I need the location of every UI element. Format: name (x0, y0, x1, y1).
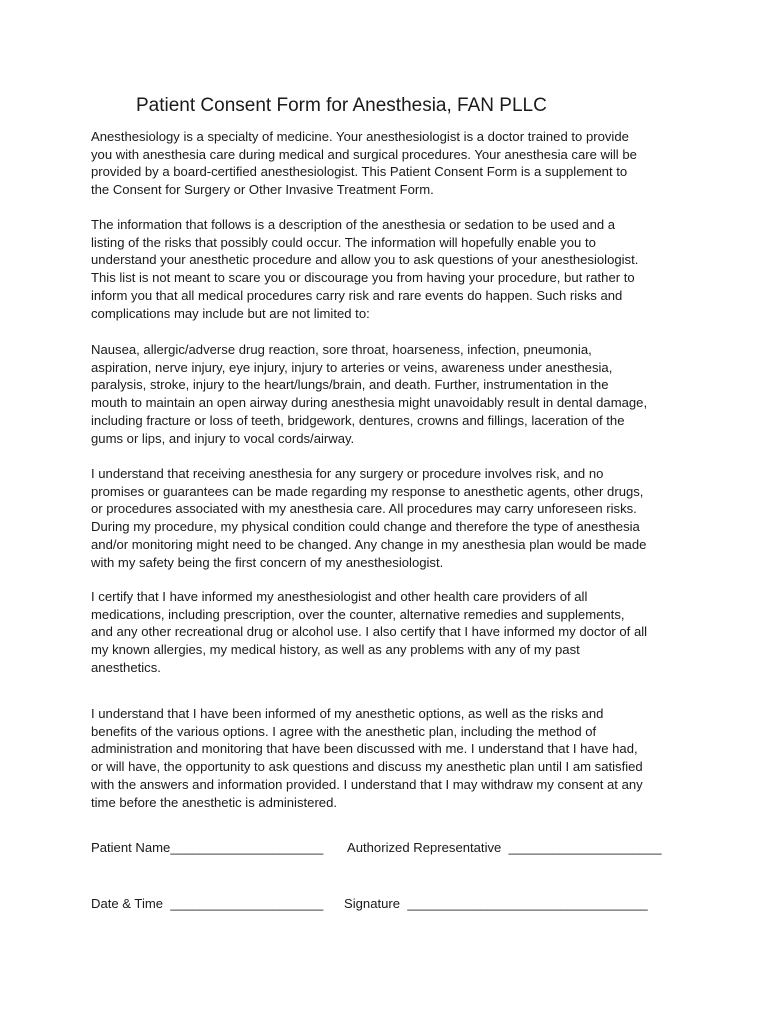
date-time-field[interactable]: Date & Time _____________________ (91, 896, 324, 911)
paragraph-risk-list: Nausea, allergic/adverse drug reaction, sore throat, hoarseness, infection, pneumonia, aspiration, nerve injury, eye injury, injury to arteries or veins, awareness under anesthesia, paralysis, stroke, injury to the heart/lungs/brain, and death. Further, instrumentation in the mouth to maintain an open airway during anesthesia might unavoidably result in dental damage, including fracture or loss of teeth, bridgework, dentures, crowns and fillings, laceration of the gums or lips, and injury to vocal cords/airway. (91, 342, 648, 446)
paragraph-introduction: Anesthesiology is a specialty of medicine. Your anesthesiologist is a doctor trained to provide you with anesthesia care during medical and surgical procedures. Your anesthesia care will be provided by a board-certified anesthesiologist. This Patient Consent Form is a supplement to the Consent for Surgery or Other Invasive Treatment Form. (91, 129, 637, 198)
patient-name-field[interactable]: Patient Name_____________________ (91, 840, 324, 855)
paragraph-consent: I understand that I have been informed of my anesthetic options, as well as the risks and benefits of the various options. I agree with the anesthetic plan, including the method of administration and monitoring that have been discussed with me. I understand that I have had, or will have, the opportunity to ask questions and discuss my anesthetic plan until I am satisfied with the answers and information provided. I understand that I may withdraw my consent at any time before the anesthetic is administered. (91, 706, 643, 810)
paragraph-certification: I certify that I have informed my anesthesiologist and other health care providers of all medications, including prescription, over the counter, alternative remedies and supplements, and any other recreational drug or alcohol use. I also certify that I have informed my doctor of all my known allergies, my medical history, as well as any problems with any of my past anesthetics. (91, 589, 648, 675)
paragraph-risk-description: The information that follows is a description of the anesthesia or sedation to be used and a listing of the risks that possibly could occur. The information will hopefully enable you to understand your anesthetic procedure and allow you to ask questions of your anesthesiologist. This list is not meant to scare you or discourage you from having your procedure, but rather to inform you that all medical procedures carry risk and rare events do happen. Such risks and complications may include but are not limited to: (91, 217, 639, 321)
document-title: Patient Consent Form for Anesthesia, FAN PLLC (136, 95, 547, 116)
paragraph-understanding-risk: I understand that receiving anesthesia for any surgery or procedure involves risk, and no promises or guarantees can be made regarding my response to anesthetic agents, other drugs, or procedures associated with my anesthesia care. All procedures may carry unforeseen risks. During my procedure, my physical condition could change and therefore the type of anesthesia and/or monitoring might need to be changed. Any change in my anesthesia plan would be made with my safety being the first concern of my anesthesiologist. (91, 466, 647, 570)
signature-field[interactable]: Signature _________________________________ (344, 896, 648, 911)
authorized-representative-field[interactable]: Authorized Representative _____________________ (347, 840, 662, 855)
